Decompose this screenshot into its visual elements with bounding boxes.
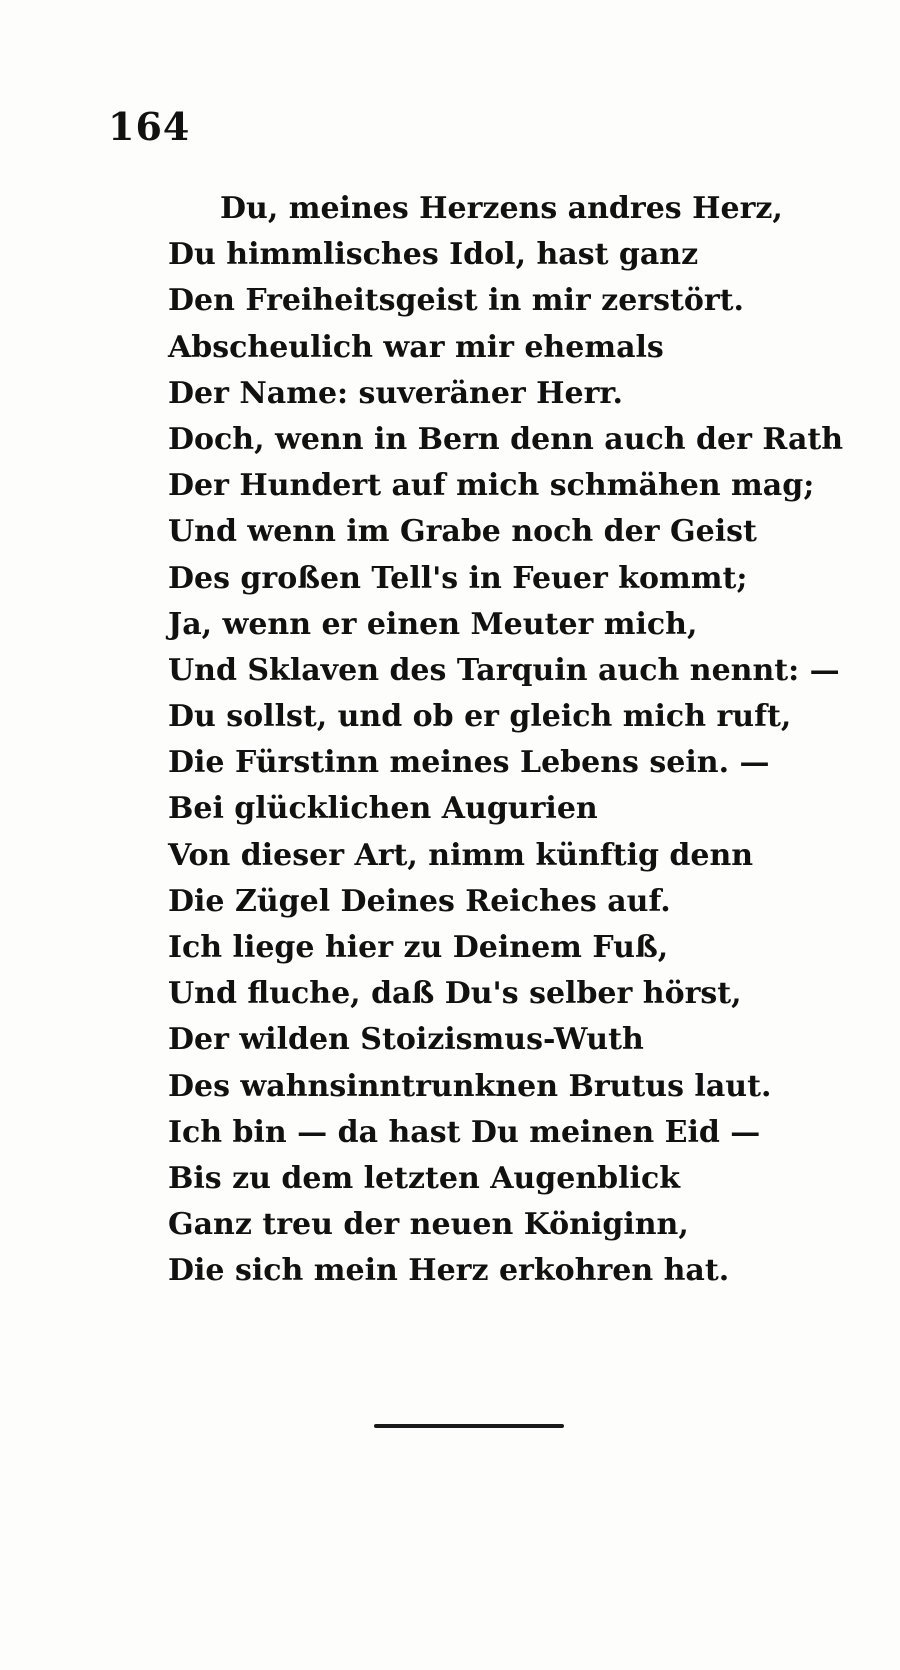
verse-line: Doch, wenn in Bern denn auch der Rath — [168, 421, 844, 457]
end-rule — [374, 1424, 564, 1428]
verse-line: Von dieser Art, nimm künftig denn — [168, 837, 754, 873]
verse-line: Des wahnsinntrunknen Brutus laut. — [168, 1068, 772, 1104]
verse-line: Du sollst, und ob er gleich mich ruft, — [168, 699, 792, 735]
verse-line: Abscheulich war mir ehemals — [168, 329, 664, 365]
verse-line: Und Sklaven des Tarquin auch nennt: — — [168, 652, 840, 688]
verse-line: Du, meines Herzens andres Herz, — [220, 191, 783, 226]
verse-line: Die Zügel Deines Reiches auf. — [168, 883, 671, 919]
verse-line: Der Hundert auf mich schmähen mag; — [168, 468, 815, 504]
verse-line: Ja, wenn er einen Meuter mich, — [168, 606, 698, 642]
verse-line: Den Freiheitsgeist in mir zerstört. — [168, 283, 744, 319]
verse-line: Die Fürstinn meines Lebens sein. — — [168, 745, 770, 781]
verse-line: Ich bin — da hast Du meinen Eid — — [168, 1114, 761, 1150]
page-number: 164 — [108, 104, 191, 149]
verse-line: Du himmlisches Idol, hast ganz — [168, 237, 699, 273]
verse-line: Ganz treu der neuen Königinn, — [168, 1207, 689, 1243]
verse-line: Und wenn im Grabe noch der Geist — [168, 514, 757, 550]
verse-line: Ich liege hier zu Deinem Fuß, — [168, 930, 669, 965]
verse-line: Die sich mein Herz erkohren hat. — [168, 1253, 730, 1289]
verse-line: Der wilden Stoizismus-Wuth — [168, 1022, 644, 1058]
verse-line: Und fluche, daß Du's selber hörst, — [168, 976, 742, 1012]
verse-line: Bei glücklichen Augurien — [168, 791, 598, 827]
verse-line: Bis zu dem letzten Augenblick — [168, 1160, 680, 1196]
verse-line: Des großen Tell's in Feuer kommt; — [168, 560, 748, 596]
verse-line: Der Name: suveräner Herr. — [168, 375, 623, 411]
poem-verse — [168, 186, 844, 1295]
